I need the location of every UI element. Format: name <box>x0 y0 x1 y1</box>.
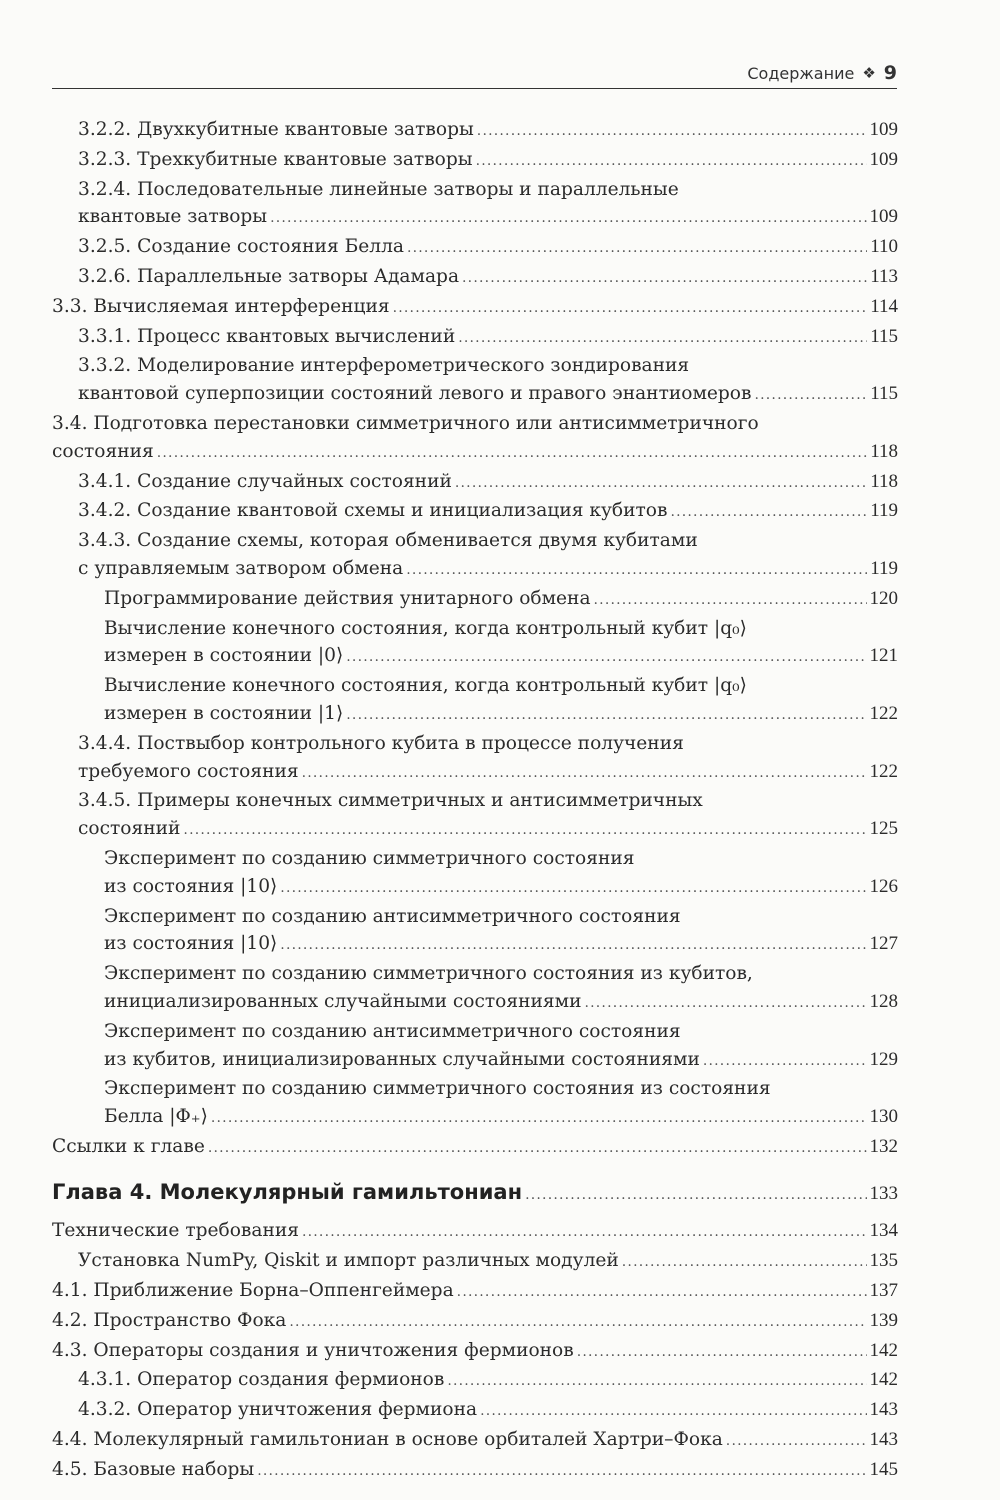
toc-page-number: 142 <box>869 1339 898 1361</box>
dot-leader <box>726 1428 867 1456</box>
dot-leader <box>406 557 867 585</box>
toc-entry <box>52 903 898 961</box>
toc-entry <box>52 1366 898 1396</box>
dot-leader <box>280 875 866 903</box>
toc-entry-title: Ссылки к главе <box>52 1135 205 1157</box>
toc-entry-title: 4.2. Пространство Фока <box>52 1309 287 1331</box>
dot-leader <box>393 295 868 323</box>
toc-entry-title-line: Эксперимент по созданию антисимметричного состояния <box>104 905 681 927</box>
toc-entry-title: 4.4. Молекулярный гамильтониан в основе орбиталей Хартри–Фока <box>52 1429 723 1451</box>
dot-leader <box>622 1249 867 1277</box>
dot-leader <box>754 382 867 410</box>
dot-leader <box>594 587 867 615</box>
toc-page-number: 109 <box>869 148 898 170</box>
toc-entry <box>52 233 898 263</box>
toc-entry-title: 3.3.1. Процесс квантовых вычислений <box>78 325 456 347</box>
toc-entry <box>52 1217 898 1247</box>
toc-page-number: 145 <box>869 1458 898 1480</box>
toc-entry <box>52 1133 898 1163</box>
toc-page-number: 113 <box>870 265 898 287</box>
toc-entry <box>52 1075 898 1133</box>
toc-entry-title-line: 3.4.5. Примеры конечных симметричных и антисимметричных <box>78 790 703 812</box>
toc-entry-title: квантовой суперпозиции состояний левого и правого энантиомеров <box>78 383 752 405</box>
toc-entry-title-line: Вычисление конечного состояния, когда контрольный кубит |q₀⟩ <box>104 675 747 697</box>
header-page-number: 9 <box>883 62 897 84</box>
toc-page-number: 118 <box>870 470 898 492</box>
toc-page-number: 129 <box>869 1048 898 1070</box>
toc-entry <box>52 497 898 527</box>
dot-leader <box>208 1135 867 1163</box>
toc-chapter-heading <box>52 1179 898 1210</box>
toc-entry-title-line: Вычисление конечного состояния, когда контрольный кубит |q₀⟩ <box>104 617 747 639</box>
dot-leader <box>211 1105 867 1133</box>
toc-page-number: 143 <box>869 1399 898 1421</box>
toc-entry <box>52 176 898 234</box>
toc-entry <box>52 1396 898 1426</box>
toc-entry-title-line: Эксперимент по созданию симметричного состояния из состояния <box>104 1078 771 1100</box>
toc-entry-title-line: Эксперимент по созданию симметричного состояния из кубитов, <box>104 963 753 985</box>
toc-entry-title-line: 3.4. Подготовка перестановки симметричного или антисимметричного <box>52 412 759 434</box>
dot-leader <box>346 702 866 730</box>
toc-entry-title: измерен в состоянии |0⟩ <box>104 645 344 667</box>
toc-entry <box>52 263 898 293</box>
toc-page-number: 118 <box>870 440 898 462</box>
toc-entry-title: с управляемым затвором обмена <box>78 557 404 579</box>
toc-entry-title: 3.2.6. Параллельные затворы Адамара <box>78 265 460 287</box>
toc-entry <box>52 585 898 615</box>
toc-entry-title: Программирование действия унитарного обмена <box>104 587 591 609</box>
toc-entry <box>52 352 898 410</box>
toc-entry <box>52 1247 898 1277</box>
toc-page-number: 135 <box>869 1250 898 1272</box>
toc-entry-title-line: 3.2.4. Последовательные линейные затворы и параллельные <box>78 178 679 200</box>
toc-page-number: 119 <box>870 500 898 522</box>
dot-leader <box>584 990 866 1018</box>
toc-page-number: 132 <box>869 1135 898 1157</box>
dot-leader <box>302 1219 867 1247</box>
toc-entry-title: Установка NumPy, Qiskit и импорт различных модулей <box>78 1250 619 1272</box>
toc-entry <box>52 1426 898 1456</box>
toc-page-number: 134 <box>869 1220 898 1242</box>
dot-leader <box>458 325 867 353</box>
toc-entry-title: 4.3.1. Оператор создания фермионов <box>78 1369 445 1391</box>
ornament-icon: ❖ <box>862 64 876 82</box>
dot-leader <box>280 932 866 960</box>
toc-entry <box>52 116 898 146</box>
toc-entry <box>52 615 898 673</box>
dot-leader <box>447 1368 866 1396</box>
toc-entry <box>52 1337 898 1367</box>
toc-page-number: 120 <box>869 587 898 609</box>
toc-entry-title: требуемого состояния <box>78 760 299 782</box>
toc-page-number: 130 <box>869 1106 898 1128</box>
toc-entry <box>52 146 898 176</box>
dot-leader <box>457 1279 867 1307</box>
toc-page-number: 143 <box>869 1429 898 1451</box>
toc-entry-title: Глава 4. Молекулярный гамильтониан <box>52 1179 523 1204</box>
toc-entry-title: 4.3. Операторы создания и уничтожения фермионов <box>52 1339 574 1361</box>
toc-page-number: 126 <box>869 875 898 897</box>
toc-entry-title: 3.4.1. Создание случайных состояний <box>78 470 452 492</box>
toc-entry-title: измерен в состоянии |1⟩ <box>104 702 344 724</box>
toc-entry <box>52 410 898 468</box>
toc-entry <box>52 1277 898 1307</box>
dot-leader <box>407 235 867 263</box>
toc-entry <box>52 1456 898 1486</box>
toc-entry-title: квантовые затворы <box>78 206 268 228</box>
toc-entry <box>52 730 898 788</box>
toc-entry-title-line: Эксперимент по созданию антисимметричного состояния <box>104 1020 681 1042</box>
running-header <box>52 58 897 89</box>
toc-entry-title: Белла |Φ₊⟩ <box>104 1106 208 1128</box>
toc-entry <box>52 1018 898 1076</box>
toc-entry-title: 3.3. Вычисляемая интерференция <box>52 295 390 317</box>
toc-entry-title: из состояния |10⟩ <box>104 875 278 897</box>
dot-leader <box>477 118 867 146</box>
header-section-title: Содержание <box>747 63 855 83</box>
toc-entry-title: 3.2.2. Двухкубитные квантовые затворы <box>78 119 474 140</box>
dot-leader <box>257 1458 866 1486</box>
toc-entry-title: состояния <box>52 440 154 462</box>
dot-leader <box>480 1398 866 1426</box>
toc-entry-title: 3.2.3. Трехкубитные квантовые затворы <box>78 148 473 170</box>
dot-leader <box>525 1182 866 1210</box>
dot-leader <box>703 1048 867 1076</box>
dot-leader <box>462 265 867 293</box>
toc-page-number: 122 <box>869 760 898 782</box>
toc-entry-title: из кубитов, инициализированных случайными состояниями <box>104 1048 700 1070</box>
toc-page-number: 125 <box>869 818 898 840</box>
table-of-contents <box>52 116 898 1486</box>
dot-leader <box>455 470 867 498</box>
toc-page-number: 115 <box>870 325 898 347</box>
dot-leader <box>157 440 867 468</box>
toc-page-number: 137 <box>869 1280 898 1302</box>
dot-leader <box>670 499 867 527</box>
toc-entry-title: Технические требования <box>52 1220 299 1242</box>
toc-page-number: 142 <box>869 1369 898 1391</box>
toc-page-number: 109 <box>869 119 898 140</box>
toc-entry-title: инициализированных случайными состояниями <box>104 990 582 1012</box>
toc-entry <box>52 960 898 1018</box>
dot-leader <box>577 1339 867 1367</box>
dot-leader <box>289 1309 866 1337</box>
toc-page-number: 115 <box>870 383 898 405</box>
toc-page-number: 127 <box>869 933 898 955</box>
toc-entry-title-line: 3.3.2. Моделирование интерферометрического зондирования <box>78 355 690 377</box>
toc-entry-title: 3.2.5. Создание состояния Белла <box>78 236 404 258</box>
toc-entry <box>52 468 898 498</box>
toc-entry <box>52 1307 898 1337</box>
toc-entry <box>52 323 898 353</box>
toc-entry <box>52 672 898 730</box>
toc-entry-title-line: Эксперимент по созданию симметричного состояния <box>104 847 635 869</box>
toc-entry-title: 4.5. Базовые наборы <box>52 1458 255 1480</box>
toc-page-number: 114 <box>870 295 898 317</box>
toc-page-number: 128 <box>869 990 898 1012</box>
toc-entry-title: из состояния |10⟩ <box>104 933 278 955</box>
toc-page-number: 109 <box>869 206 898 228</box>
toc-entry-title: 4.3.2. Оператор уничтожения фермиона <box>78 1399 478 1421</box>
toc-entry-title-line: 3.4.3. Создание схемы, которая обменивается двумя кубитами <box>78 530 698 552</box>
dot-leader <box>346 644 866 672</box>
toc-page-number: 110 <box>870 236 898 258</box>
toc-entry-title: 3.4.2. Создание квантовой схемы и инициализация кубитов <box>78 500 668 522</box>
toc-entry-title-line: 3.4.4. Поствыбор контрольного кубита в процессе получения <box>78 732 684 754</box>
toc-entry <box>52 845 898 903</box>
toc-entry <box>52 293 898 323</box>
toc-entry <box>52 787 898 845</box>
toc-entry-title: состояний <box>78 818 181 840</box>
dot-leader <box>476 148 867 176</box>
toc-page-number: 121 <box>869 645 898 667</box>
toc-page-number: 119 <box>870 557 898 579</box>
toc-page-number: 139 <box>869 1309 898 1331</box>
dot-leader <box>302 760 867 788</box>
dot-leader <box>270 205 866 233</box>
dot-leader <box>183 817 866 845</box>
toc-page-number: 122 <box>869 702 898 724</box>
toc-entry-title: 4.1. Приближение Борна–Оппенгеймера <box>52 1280 454 1302</box>
toc-entry <box>52 527 898 585</box>
toc-page-number: 133 <box>869 1182 898 1204</box>
